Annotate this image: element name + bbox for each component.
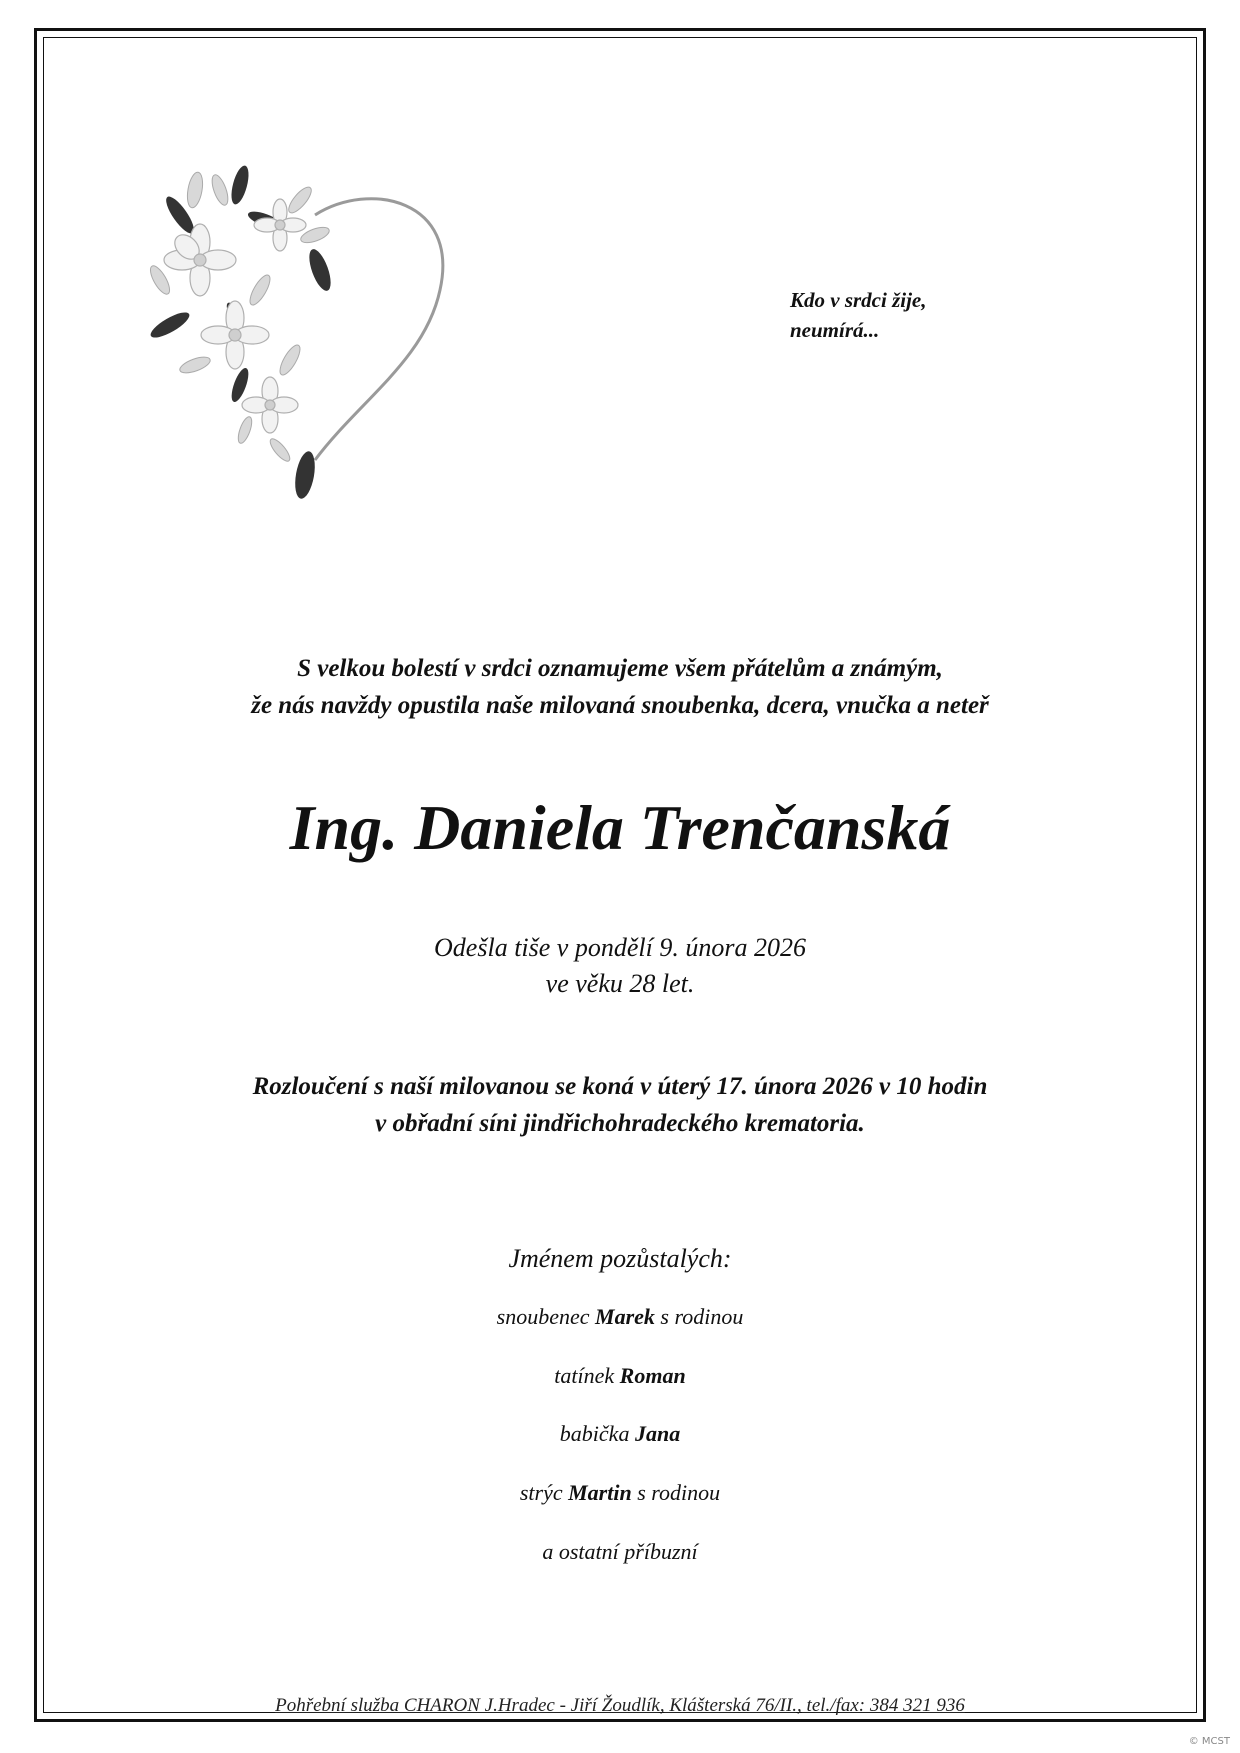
announcement-line-2: že nás navždy opustila naše milovaná snoubenka, dcera, vnučka a neteř — [251, 692, 989, 719]
farewell-info — [0, 1068, 1240, 1142]
survivor-name: Jana — [634, 1421, 681, 1446]
survivor-name: Martin — [568, 1480, 632, 1505]
announcement-line-1: S velkou bolestí v srdci oznamujeme všem přátelům a známým, — [297, 655, 943, 682]
motto-line-2: neumírá... — [790, 318, 880, 342]
survivor-entry — [0, 1302, 1240, 1332]
survivor-relation: tatínek — [554, 1363, 615, 1388]
farewell-line-2: v obřadní síni jindřichohradeckého krematoria. — [375, 1110, 865, 1137]
survivor-name: Roman — [619, 1363, 686, 1388]
deceased-name: Ing. Daniela Trenčanská — [289, 792, 951, 863]
survivor-suffix: s rodinou — [637, 1480, 721, 1505]
motto-line-1: Kdo v srdci žije, — [790, 288, 927, 312]
floral-heart-icon — [140, 160, 500, 520]
survivor-entry — [0, 1478, 1240, 1508]
departure-line-1: Odešla tiše v pondělí 9. února 2026 — [434, 933, 806, 962]
survivor-name: Marek — [595, 1304, 655, 1329]
announcement — [0, 650, 1240, 724]
motto — [790, 285, 1010, 345]
copyright-mark: © MCST — [1188, 1736, 1230, 1747]
survivor-entry — [0, 1361, 1240, 1391]
departure-info — [0, 930, 1240, 1002]
farewell-line-1: Rozloučení s naší milovanou se koná v úterý 17. února 2026 v 10 hodin — [252, 1073, 988, 1100]
departure-line-2: ve věku 28 let. — [545, 969, 695, 998]
survivor-entry — [0, 1419, 1240, 1449]
funeral-service-footer: Pohřební služba CHARON J.Hradec - Jiří Žoudlík, Klášterská 76/II., tel./fax: 384 321 936 — [275, 1695, 965, 1716]
survivors-heading: Jménem pozůstalých: — [508, 1244, 732, 1273]
survivor-entry — [0, 1537, 1240, 1567]
survivor-suffix: s rodinou — [660, 1304, 744, 1329]
survivor-relation: babička — [559, 1421, 630, 1446]
survivor-relation: a ostatní příbuzní — [542, 1539, 698, 1564]
survivor-relation: snoubenec — [496, 1304, 590, 1329]
survivor-relation: strýc — [519, 1480, 563, 1505]
